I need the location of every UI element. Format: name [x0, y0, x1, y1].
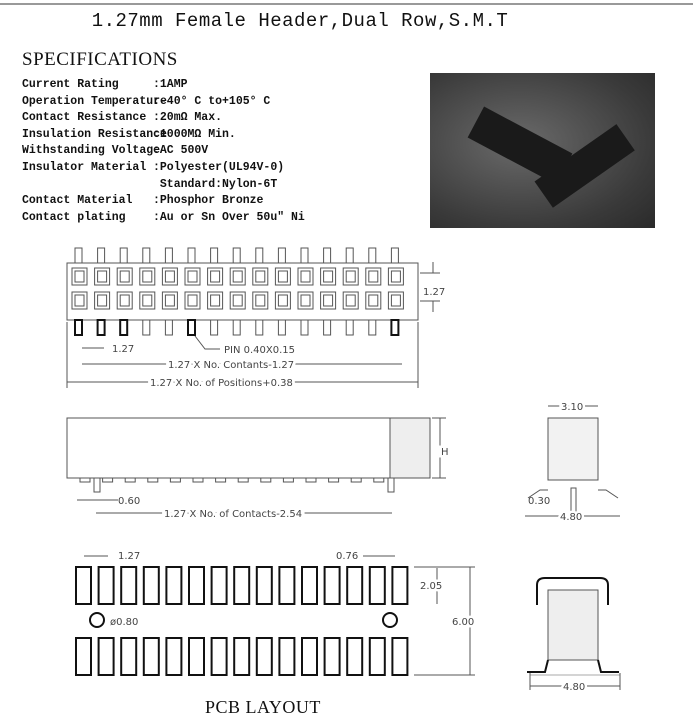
pcb-pad	[99, 567, 114, 604]
side-pin	[170, 478, 180, 482]
side-view-body	[67, 418, 430, 478]
spec-label: Insulator Material	[22, 160, 147, 174]
top-pin	[324, 248, 331, 263]
top-pin	[75, 248, 82, 263]
cross-section-foot-left	[527, 660, 548, 672]
contact-opening	[324, 271, 333, 282]
spec-label: Contact Resistance	[22, 111, 147, 125]
contact-opening	[98, 295, 107, 306]
dim-height: H	[441, 447, 449, 458]
pcb-pad	[279, 638, 294, 675]
pcb-pad	[370, 638, 385, 675]
bottom-pin	[346, 320, 353, 335]
side-pin	[238, 478, 248, 482]
pcb-pad	[347, 638, 362, 675]
spec-value: :1000MΩ Min.	[153, 127, 236, 141]
top-pin	[98, 248, 105, 263]
mounting-hole	[383, 613, 397, 627]
side-pin	[125, 478, 135, 482]
bottom-pin	[369, 320, 376, 335]
side-pin	[80, 478, 90, 482]
contact-opening	[391, 271, 400, 282]
pcb-pad	[99, 638, 114, 675]
pcb-pad	[302, 638, 317, 675]
contact-opening	[75, 271, 84, 282]
contact-opening	[75, 295, 84, 306]
side-pin	[283, 478, 293, 482]
dim-top-width: 3.10	[561, 402, 584, 413]
top-pin	[165, 248, 172, 263]
bottom-pin	[75, 320, 82, 335]
side-pin	[193, 478, 203, 482]
dim-hole: ø0.80	[110, 617, 139, 628]
end-view-pin	[571, 488, 576, 512]
top-pin	[211, 248, 218, 263]
spec-value: Standard:Nylon-6T	[153, 177, 278, 191]
side-pin	[261, 478, 271, 482]
pcb-pad	[212, 638, 227, 675]
spec-value: :1AMP	[153, 78, 188, 91]
side-pin	[329, 478, 339, 482]
locating-post	[388, 478, 394, 492]
pcb-pad	[325, 638, 340, 675]
pcb-pad	[325, 567, 340, 604]
pcb-pad	[189, 638, 204, 675]
page-title: 1.27mm Female Header,Dual Row,S.M.T	[91, 10, 509, 32]
contact-opening	[301, 271, 310, 282]
pcb-pad	[121, 638, 136, 675]
contact-opening	[256, 295, 265, 306]
pcb-pad	[189, 567, 204, 604]
contact-opening	[369, 271, 378, 282]
pcb-pad	[279, 567, 294, 604]
contact-opening	[346, 271, 355, 282]
top-pin	[188, 248, 195, 263]
dim-pcb-pitch: 1.27	[118, 551, 141, 562]
specifications-heading: SPECIFICATIONS	[22, 49, 178, 70]
bottom-pin	[278, 320, 285, 335]
pcb-pad	[76, 567, 91, 604]
spec-value: :20mΩ Max.	[153, 111, 223, 125]
dim-row-pitch: 1.27	[423, 287, 446, 298]
contact-opening	[165, 295, 174, 306]
pcb-pad	[302, 567, 317, 604]
pcb-pad	[166, 567, 181, 604]
pcb-pad	[212, 567, 227, 604]
spec-value: :Phosphor Bronze	[153, 194, 264, 208]
pcb-pad	[392, 638, 407, 675]
bottom-pin	[233, 320, 240, 335]
pcb-pad	[257, 638, 272, 675]
spec-value: :-40° C to+105° C	[153, 94, 271, 108]
pin-leader	[195, 336, 220, 349]
spec-label: Current Rating	[22, 78, 119, 91]
end-view-body	[548, 418, 598, 480]
top-pin	[233, 248, 240, 263]
contact-opening	[188, 295, 197, 306]
contact-opening	[188, 271, 197, 282]
pcb-pad	[257, 567, 272, 604]
top-pin	[143, 248, 150, 263]
side-pin	[351, 478, 361, 482]
top-pin	[256, 248, 263, 263]
pcb-pad	[370, 567, 385, 604]
spec-label: Contact Material	[22, 194, 133, 208]
dim-section-width: 4.80	[563, 682, 586, 693]
pcb-pad	[347, 567, 362, 604]
pcb-pad	[76, 638, 91, 675]
contact-opening	[369, 295, 378, 306]
side-view-section	[390, 418, 430, 478]
contact-opening	[120, 295, 129, 306]
pcb-pad	[144, 638, 159, 675]
side-pin	[148, 478, 158, 482]
top-pin	[301, 248, 308, 263]
bottom-pin	[188, 320, 195, 335]
contact-opening	[278, 295, 287, 306]
pcb-pad	[392, 567, 407, 604]
pcb-layout-label: PCB LAYOUT	[205, 697, 321, 717]
end-view-foot-right	[598, 490, 618, 498]
contact-opening	[256, 271, 265, 282]
contact-opening	[211, 295, 220, 306]
contact-opening	[301, 295, 310, 306]
top-pin	[369, 248, 376, 263]
pcb-pad	[166, 638, 181, 675]
contact-opening	[98, 271, 107, 282]
side-pin	[374, 478, 384, 482]
bottom-pin	[98, 320, 105, 335]
spec-label: Contact plating	[22, 210, 126, 224]
side-pin	[306, 478, 316, 482]
dim-pad-width: 0.76	[336, 551, 359, 562]
contact-opening	[233, 271, 242, 282]
contact-opening	[211, 271, 220, 282]
spec-label: Withstanding Voltage	[22, 144, 161, 158]
spec-value: :AC 500V	[153, 144, 209, 158]
dim-offset: 0.60	[118, 496, 141, 507]
cross-section-foot-right	[598, 660, 619, 672]
contact-opening	[165, 271, 174, 282]
contact-opening	[324, 295, 333, 306]
spec-value: :Au or Sn Over 50u" Ni	[153, 210, 305, 224]
spec-label: Operation Temperature	[22, 94, 167, 108]
pin-size-label: PIN 0.40X0.15	[224, 345, 296, 356]
contact-opening	[278, 271, 287, 282]
dim-positions: 1.27 X No. of Positions+0.38	[150, 378, 293, 389]
contact-opening	[120, 271, 129, 282]
side-pin	[103, 478, 113, 482]
top-pin	[391, 248, 398, 263]
bottom-pin	[165, 320, 172, 335]
pcb-pad	[234, 567, 249, 604]
dim-pitch: 1.27	[112, 344, 135, 355]
bottom-pin	[391, 320, 398, 335]
side-pin	[216, 478, 226, 482]
spec-value: :Polyester(UL94V-0)	[153, 160, 285, 174]
dim-total: 6.00	[452, 617, 475, 628]
top-pin	[346, 248, 353, 263]
contact-opening	[143, 271, 152, 282]
contact-opening	[346, 295, 355, 306]
dim-side-contacts: 1.27 X No. of Contacts-2.54	[164, 509, 303, 520]
contact-opening	[143, 295, 152, 306]
bottom-pin	[211, 320, 218, 335]
pcb-pad	[144, 567, 159, 604]
dim-contacts: 1.27 X No. Contants-1.27	[168, 360, 295, 371]
top-pin	[278, 248, 285, 263]
dim-pad-length: 2.05	[420, 581, 443, 592]
pcb-pad	[121, 567, 136, 604]
bottom-pin	[120, 320, 127, 335]
bottom-pin	[256, 320, 263, 335]
locating-post	[94, 478, 100, 492]
spec-label: Insulation Resistance	[22, 127, 167, 141]
bottom-pin	[143, 320, 150, 335]
dim-pin-offset: 0.30	[528, 496, 551, 507]
mounting-hole	[90, 613, 104, 627]
dim-end-width: 4.80	[560, 512, 583, 523]
pcb-pad	[234, 638, 249, 675]
contact-opening	[233, 295, 242, 306]
bottom-pin	[301, 320, 308, 335]
contact-opening	[391, 295, 400, 306]
top-pin	[120, 248, 127, 263]
bottom-pin	[324, 320, 331, 335]
cross-section-body	[548, 590, 598, 660]
